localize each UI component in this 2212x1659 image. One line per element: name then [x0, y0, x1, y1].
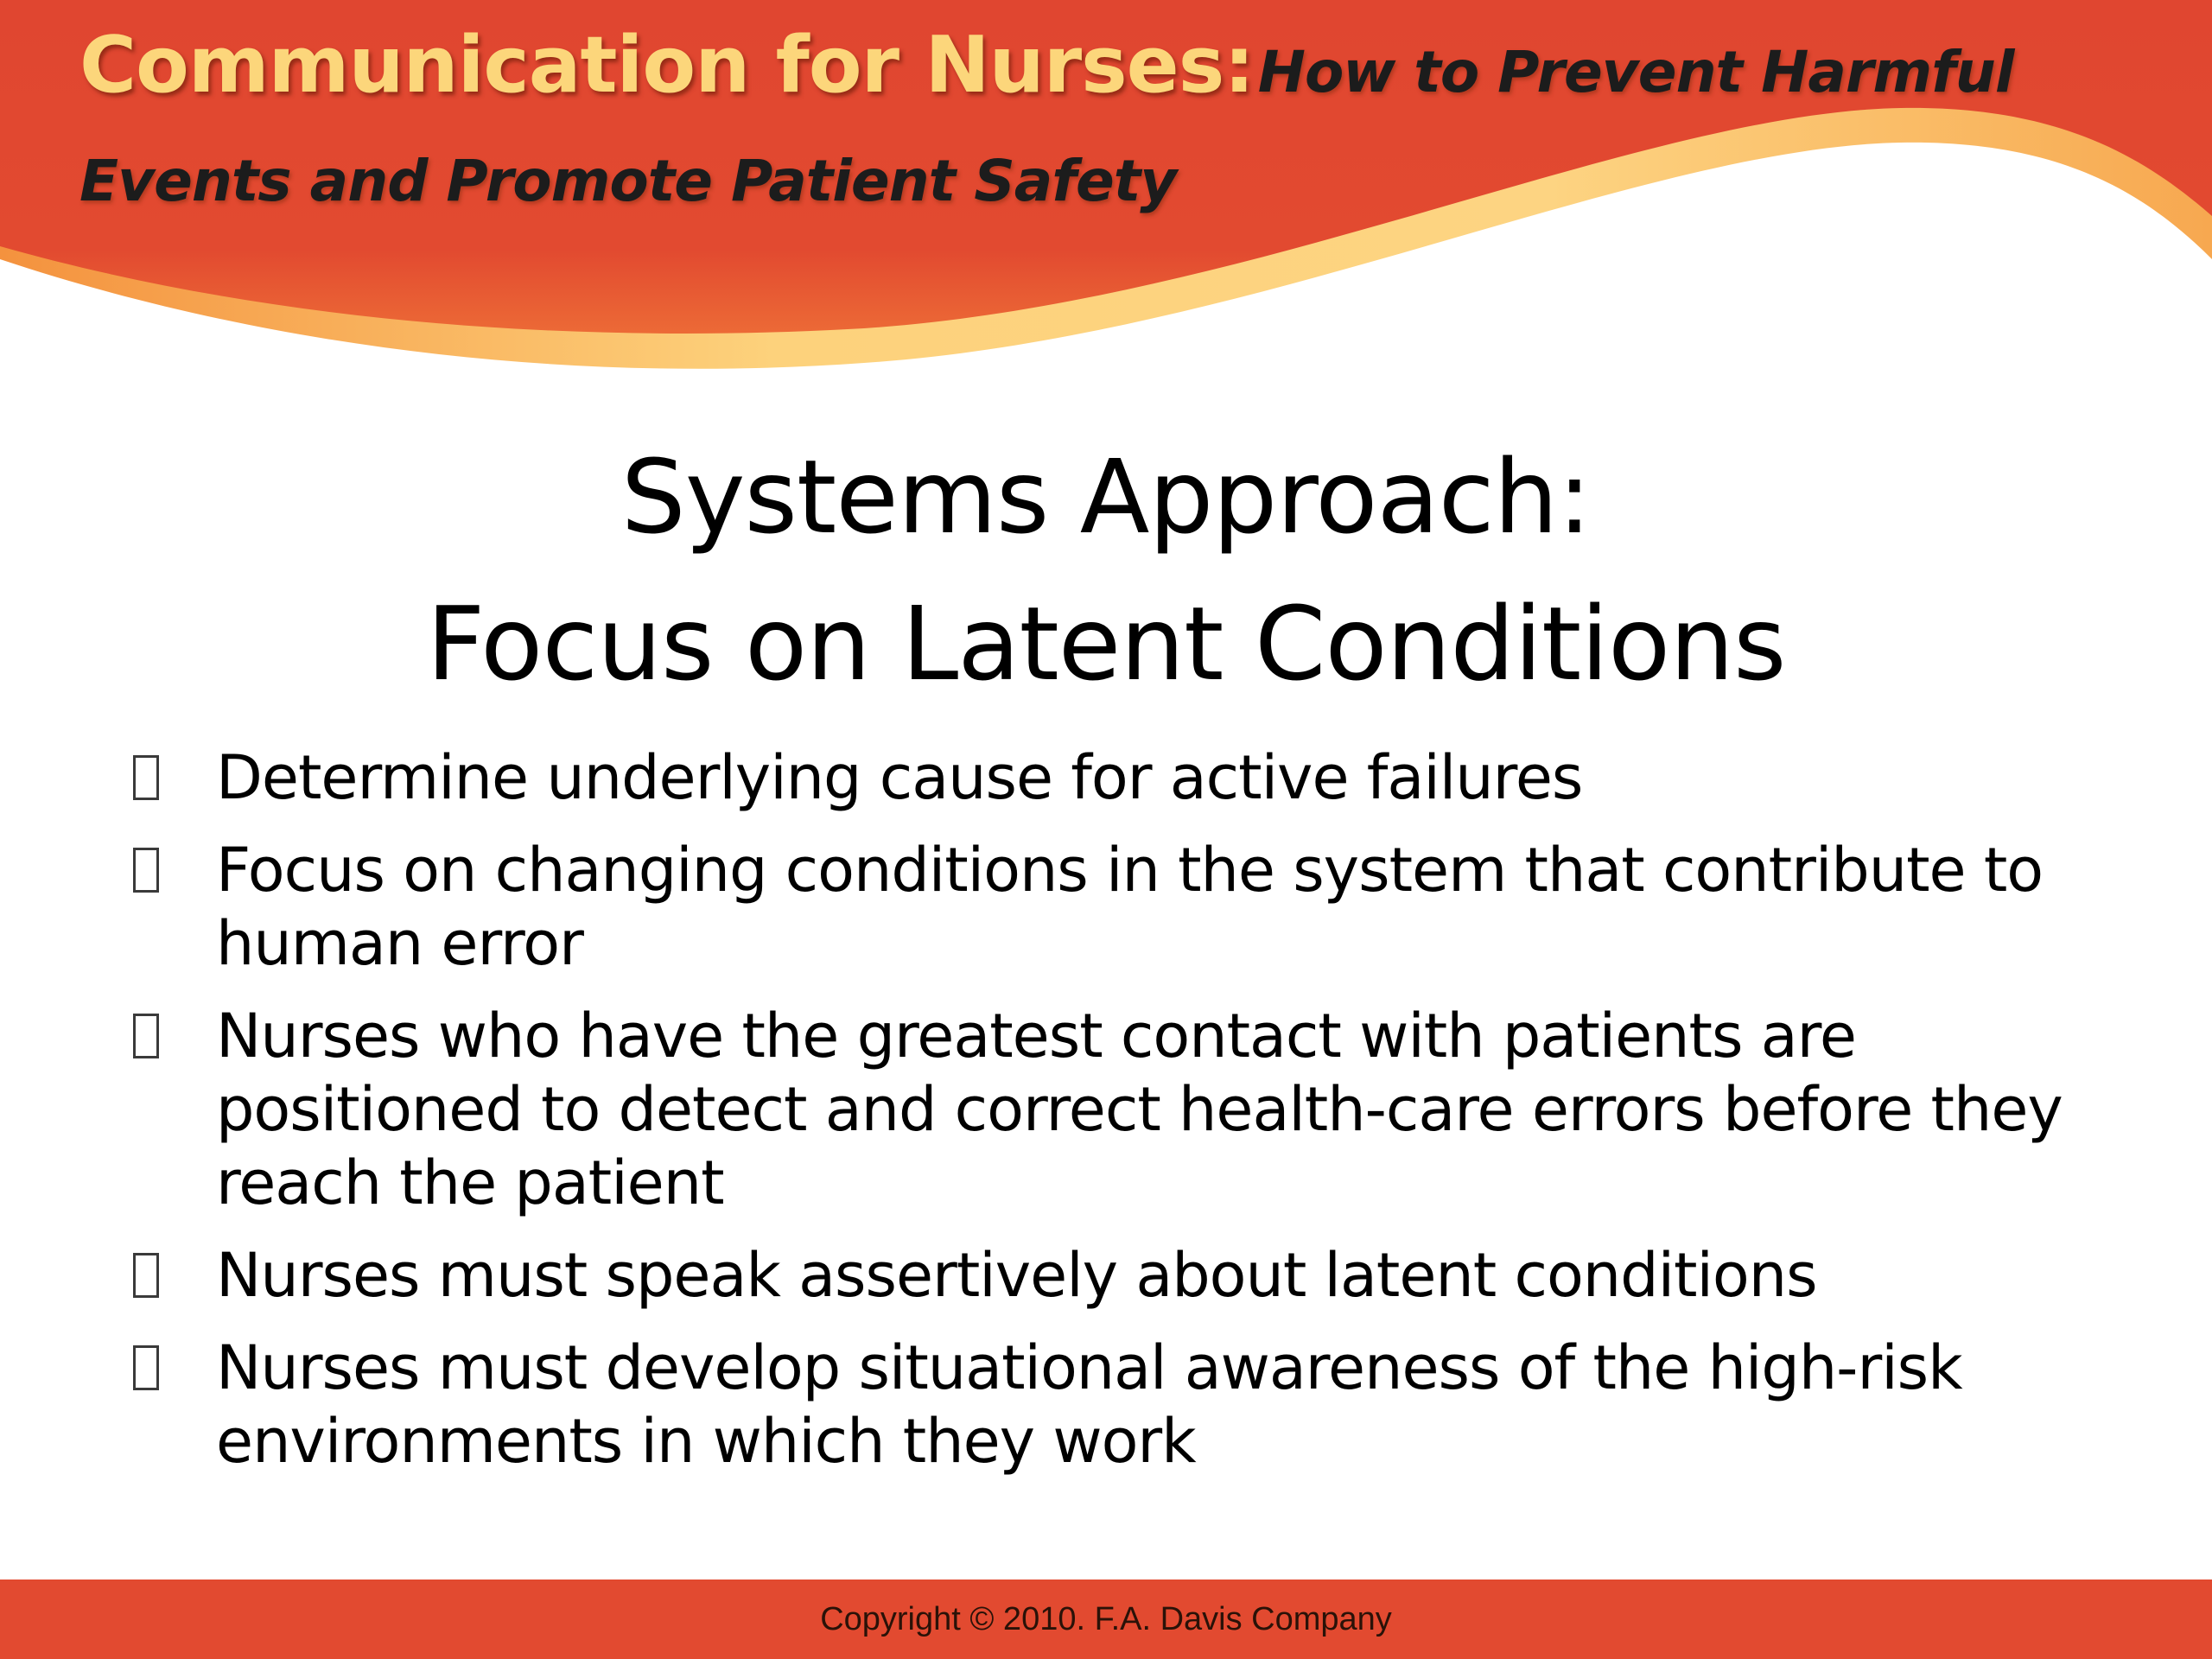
bullet-item — [130, 1239, 2117, 1313]
footer-copyright: Copyright © 2010. F.A. Davis Company — [820, 1601, 1392, 1637]
bullet-list — [130, 741, 2117, 1497]
square-bullet-icon — [133, 1014, 159, 1058]
bullet-text: Determine underlying cause for active failures — [216, 742, 1583, 813]
bullet-text: Nurses must speak assertively about latent conditions — [216, 1240, 1817, 1311]
bullet-text: Nurses must develop situational awareness of the high-risk environments in which they work — [216, 1332, 1962, 1477]
square-bullet-icon — [133, 848, 159, 893]
bullet-item — [130, 1000, 2117, 1220]
header-text — [79, 19, 2171, 244]
slide-title-line2: Focus on Latent Conditions — [426, 584, 1786, 703]
square-bullet-icon — [133, 1345, 159, 1390]
bullet-item — [130, 741, 2117, 815]
footer-bar — [0, 1580, 2212, 1659]
bullet-text: Nurses who have the greatest contact with patients are positioned to detect and correct health-care errors before they reach the patient — [216, 1001, 2063, 1218]
bullet-item — [130, 1332, 2117, 1478]
slide-title — [0, 423, 2212, 717]
square-bullet-icon — [133, 755, 159, 800]
bullet-item — [130, 834, 2117, 981]
header-subtitle: How to Prevent Harmful Events and Promote Patient Safety — [79, 39, 2014, 214]
header-title: Communication for Nurses: — [79, 20, 1255, 111]
bullet-text: Focus on changing conditions in the system that contribute to human error — [216, 835, 2044, 979]
slide-title-line1: Systems Approach: — [620, 437, 1592, 556]
square-bullet-icon — [133, 1253, 159, 1298]
